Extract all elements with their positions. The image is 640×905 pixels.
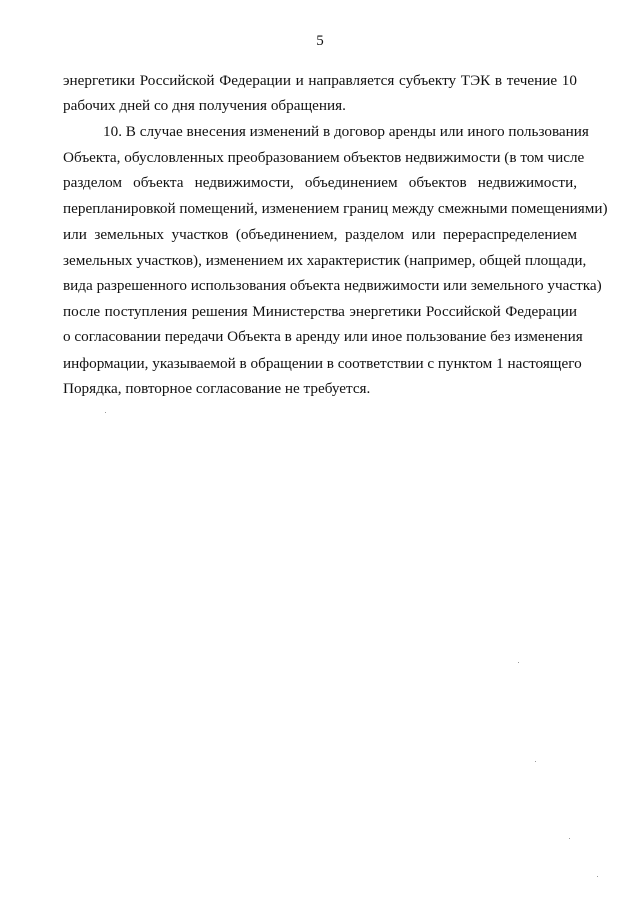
text-line: перепланировкой помещений, изменением границ между смежными помещениями) xyxy=(63,200,608,217)
text-line: Объекта, обусловленных преобразованием объектов недвижимости (в том числе xyxy=(63,149,585,166)
paragraph-10-first-line: 10. В случае внесения изменений в договор аренды или иного пользования xyxy=(103,123,589,140)
scan-speck xyxy=(518,662,519,663)
scan-speck xyxy=(569,838,570,839)
text-line: информации, указываемой в обращении в соответствии с пунктом 1 настоящего xyxy=(63,355,582,372)
scan-speck xyxy=(597,876,598,877)
text-line: после поступления решения Министерства энергетики Российской Федерации xyxy=(63,303,577,320)
text-line: рабочих дней со дня получения обращения. xyxy=(63,97,346,114)
text-line: разделом объекта недвижимости, объединением объектов недвижимости, xyxy=(63,174,577,191)
text-line: о согласовании передачи Объекта в аренду или иное пользование без изменения xyxy=(63,328,583,345)
text-line: Порядка, повторное согласование не требуется. xyxy=(63,380,371,397)
text-line: вида разрешенного использования объекта недвижимости или земельного участка) xyxy=(63,277,602,294)
text-line: земельных участков), изменением их характеристик (например, общей площади, xyxy=(63,252,587,269)
text-line: или земельных участков (объединением, разделом или перераспределением xyxy=(63,226,577,243)
scan-speck xyxy=(535,761,536,762)
text-line: энергетики Российской Федерации и направляется субъекту ТЭК в течение 10 xyxy=(63,72,577,89)
scan-speck xyxy=(105,412,106,413)
page-number: 5 xyxy=(316,33,324,49)
